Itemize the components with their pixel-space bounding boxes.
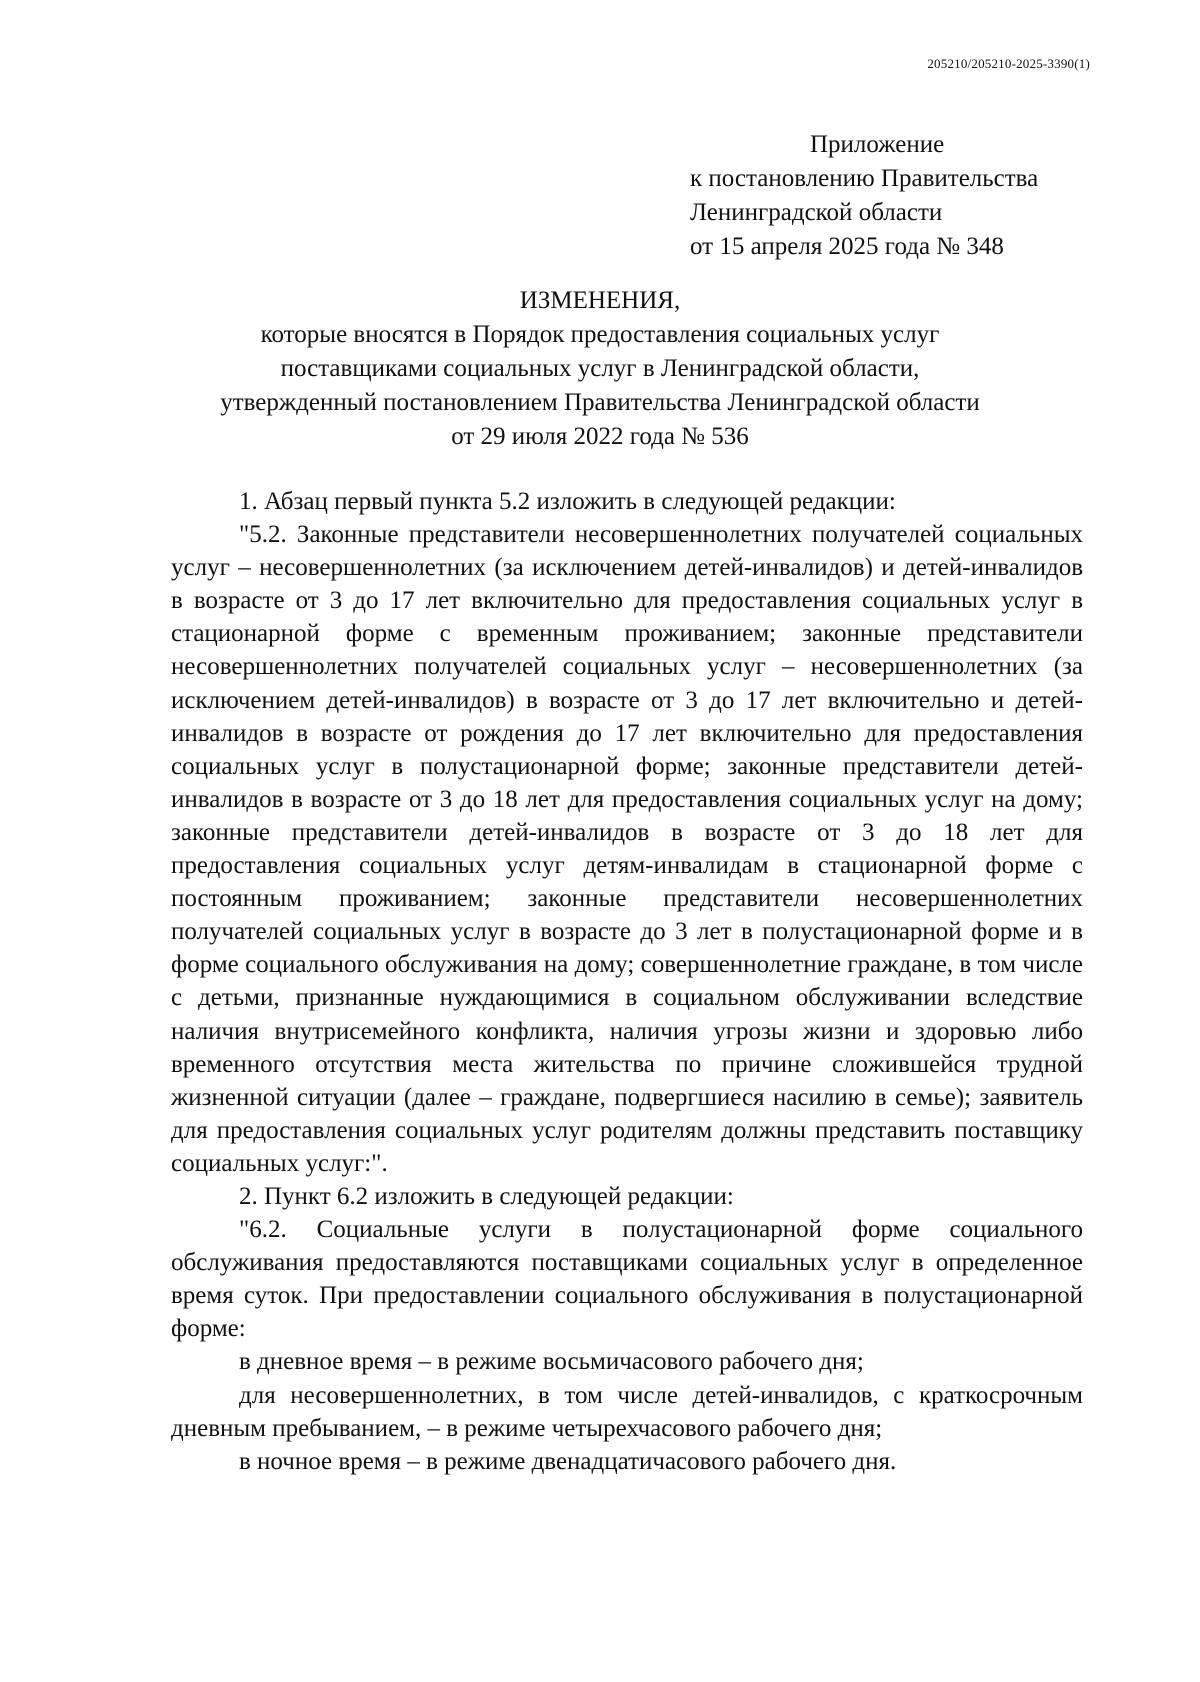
heading-line: которые вносятся в Порядок предоставления социальных услуг [260, 321, 940, 348]
appendix-line: к постановлению Правительства [690, 165, 1039, 192]
appendix-block [690, 128, 1038, 264]
appendix-line: Ленинградской области [690, 199, 943, 226]
paragraph: 1. Абзац первый пункта 5.2 изложить в следующей редакции: [239, 488, 896, 515]
paragraph: "5.2. Законные представители несовершеннолетних получателей социальных услуг – несовершеннолетних (за исключением детей-инвалидов) и детей-инвалидов в возрасте от 3 до 17 лет включительно для предоставления социальных услуг в стационарной форме с временным проживанием; законные представители несовершеннолетних получателей социальных услуг – несовершеннолетних (за исключением детей-инвалидов) в возрасте от 3 до 17 лет включительно и детей-инвалидов в возрасте от рождения до 17 лет включительно для предоставления социальных услуг в полустационарной форме; законные представители детей-инвалидов в возрасте от 3 до 18 лет для предоставления социальных услуг на дому; законные представители детей-инвалидов в возрасте от 3 до 18 лет для предоставления социальных услуг детям-инвалидам в стационарной форме с постоянным проживанием; законные представители несовершеннолетних получателей социальных услуг в возрасте до 3 лет в полустационарной форме и в форме социального обслуживания на дому; совершеннолетние граждане, в том числе с детьми, признанные нуждающимися в социальном обслуживании вследствие наличия внутрисемейного конфликта, наличия угрозы жизни и здоровью либо временного отсутствия места жительства по причине сложившейся трудной жизненной ситуации (далее – граждане, подвергшиеся насилию в семье); заявитель для предоставления социальных услуг родителям должны представить поставщику социальных услуг:". [171, 521, 1083, 1177]
document-heading [0, 284, 1200, 454]
heading-line: утвержденный постановлением Правительства Ленинградской области [220, 389, 980, 416]
document-registration-number: 205210/205210-2025-3390(1) [927, 56, 1090, 71]
document-body [171, 485, 1083, 1478]
paragraph: для несовершеннолетних, в том числе детей-инвалидов, с краткосрочным дневным пребыванием, – в режиме четырехчасового рабочего дня; [171, 1381, 1083, 1442]
paragraph: в ночное время – в режиме двенадцатичасового рабочего дня. [239, 1447, 897, 1475]
paragraph: 2. Пункт 6.2 изложить в следующей редакции: [239, 1182, 734, 1210]
appendix-title: Приложение [810, 131, 945, 158]
heading-line: поставщиками социальных услуг в Ленинградской области, [280, 355, 920, 382]
heading-line: от 29 июля 2022 года № 536 [451, 423, 749, 450]
paragraph: в дневное время – в режиме восьмичасового рабочего дня; [239, 1348, 864, 1376]
appendix-date: от 15 апреля 2025 года № 348 [690, 233, 1004, 260]
paragraph: "6.2. Социальные услуги в полустационарной форме социального обслуживания предоставляются поставщиками социальных услуг в определенное время суток. При предоставлении социального обслуживания в полустационарной форме: [171, 1216, 1083, 1343]
heading-title: ИЗМЕНЕНИЯ, [519, 287, 681, 314]
